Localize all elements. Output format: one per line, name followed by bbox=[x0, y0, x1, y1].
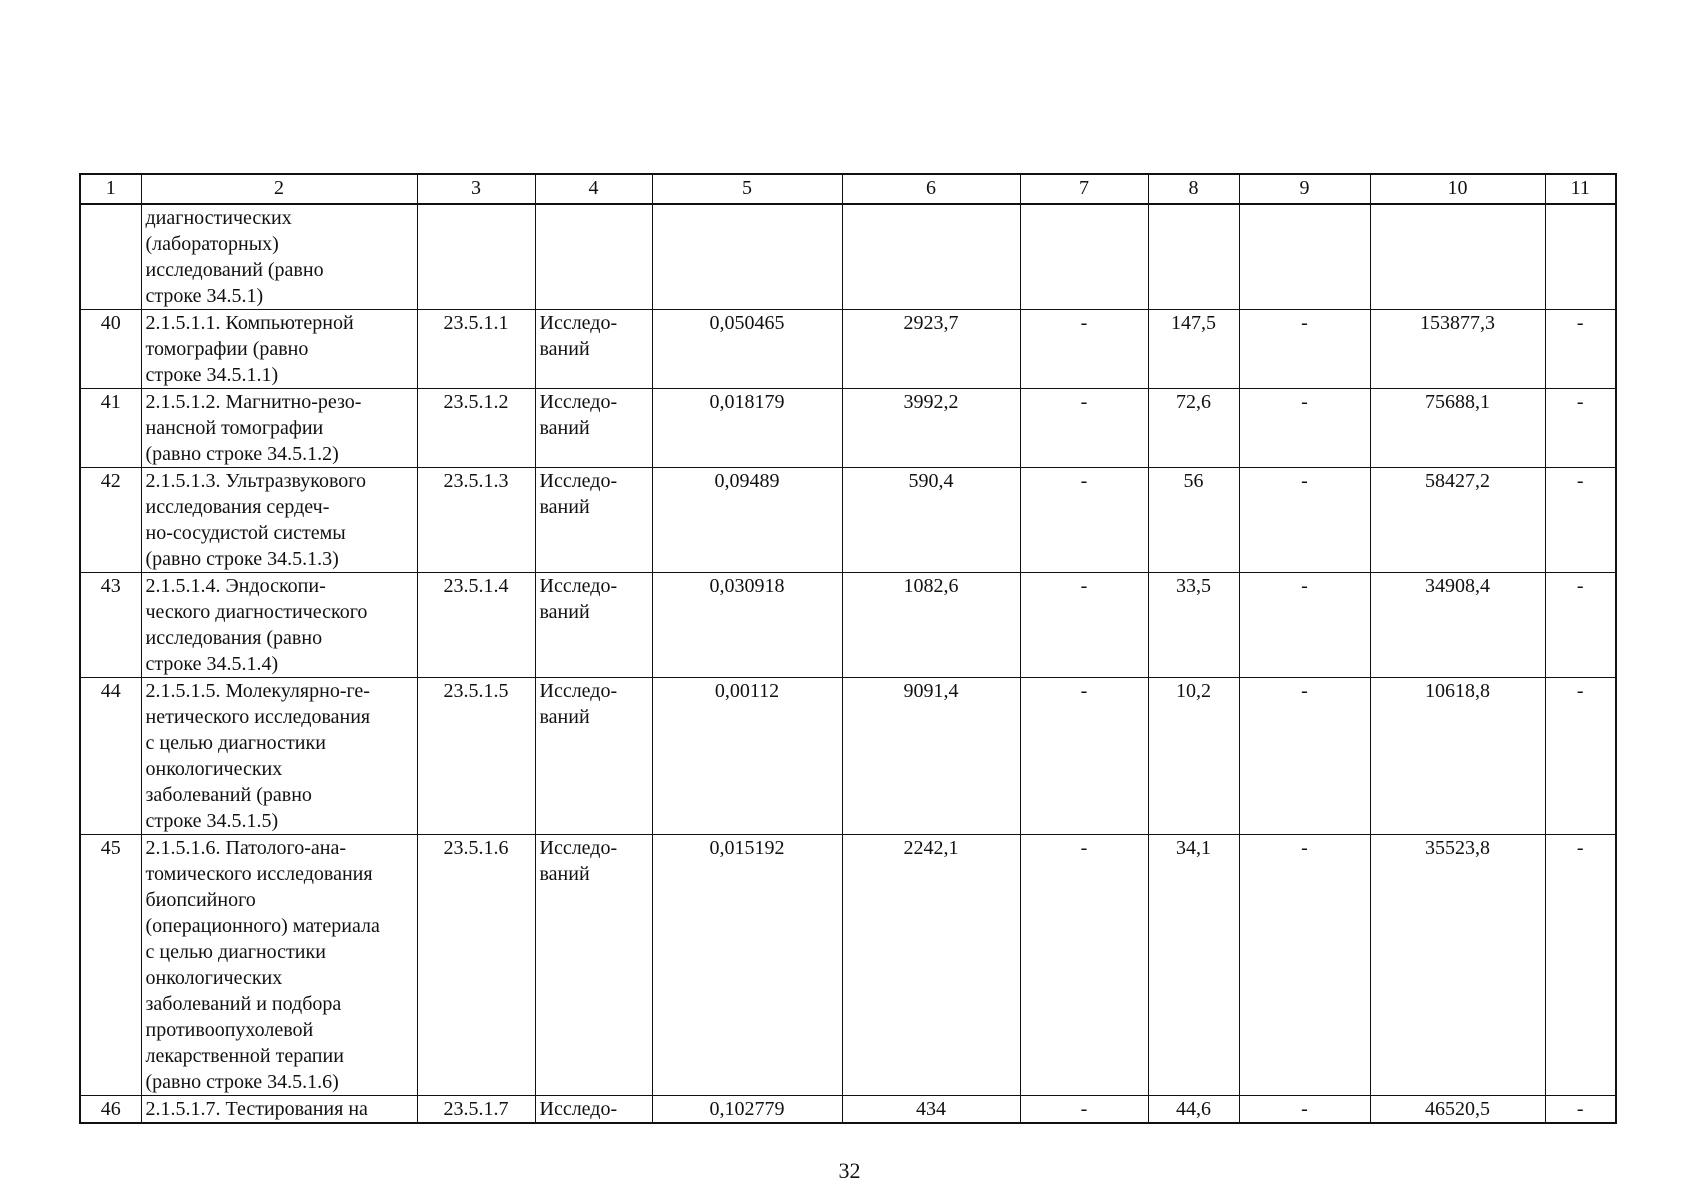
value-cell-5: 0,030918 bbox=[652, 573, 842, 678]
column-header-1: 1 bbox=[80, 174, 141, 204]
value-cell-9: - bbox=[1239, 573, 1370, 678]
row-code-cell: 23.5.1.7 bbox=[417, 1096, 535, 1124]
indicator-name-cell bbox=[141, 1096, 417, 1124]
unit-line: Исследо- bbox=[539, 680, 618, 702]
indicator-name-line: томического исследования bbox=[145, 863, 373, 885]
indicator-name-line: строке 34.5.1.4) bbox=[145, 653, 279, 675]
indicator-name-line: (равно строке 34.5.1.2) bbox=[145, 443, 339, 465]
table-body bbox=[80, 204, 1616, 1123]
indicator-name-line: онкологических bbox=[145, 967, 283, 989]
unit-cell bbox=[535, 573, 652, 678]
unit-cell bbox=[535, 310, 652, 389]
unit-line: ваний bbox=[539, 601, 590, 623]
table-row bbox=[80, 310, 1616, 389]
unit-line: Исследо- bbox=[539, 470, 618, 492]
table-row bbox=[80, 204, 1616, 310]
indicator-name-line: заболеваний и подбора bbox=[145, 993, 342, 1015]
column-header-9: 9 bbox=[1239, 174, 1370, 204]
indicator-name-line: строке 34.5.1.5) bbox=[145, 810, 279, 832]
value-cell-11: - bbox=[1545, 468, 1616, 573]
value-cell-6: 590,4 bbox=[842, 468, 1020, 573]
value-cell-11: - bbox=[1545, 573, 1616, 678]
indicator-name-cell bbox=[141, 468, 417, 573]
value-cell-6: 1082,6 bbox=[842, 573, 1020, 678]
unit-line: ваний bbox=[539, 338, 590, 360]
value-cell-10: 35523,8 bbox=[1370, 835, 1545, 1096]
indicator-name-cell bbox=[141, 573, 417, 678]
indicator-name-line: с целью диагностики bbox=[145, 732, 326, 754]
value-cell-11: - bbox=[1545, 1096, 1616, 1124]
indicator-name-line: диагностических bbox=[145, 207, 292, 229]
unit-line: Исследо- bbox=[539, 837, 618, 859]
value-cell-10: 75688,1 bbox=[1370, 389, 1545, 468]
indicator-name-line: (равно строке 34.5.1.3) bbox=[145, 548, 339, 570]
indicator-name-line: 2.1.5.1.2. Магнитно-резо- bbox=[145, 391, 362, 413]
unit-cell bbox=[535, 1096, 652, 1124]
row-number-cell: 41 bbox=[80, 389, 141, 468]
unit-line: ваний bbox=[539, 496, 590, 518]
indicator-name-line: 2.1.5.1.4. Эндоскопи- bbox=[145, 575, 326, 597]
value-cell-5: 0,09489 bbox=[652, 468, 842, 573]
indicator-name-line: лекарственной терапии bbox=[145, 1045, 344, 1067]
indicator-name-line: биопсийного bbox=[145, 889, 256, 911]
row-number-cell: 46 bbox=[80, 1096, 141, 1124]
indicator-name-line: 2.1.5.1.1. Компьютерной bbox=[145, 312, 354, 334]
column-header-3: 3 bbox=[417, 174, 535, 204]
column-header-8: 8 bbox=[1148, 174, 1239, 204]
unit-line: Исследо- bbox=[539, 312, 618, 334]
unit-line: ваний bbox=[539, 417, 590, 439]
unit-cell bbox=[535, 678, 652, 835]
header-row bbox=[80, 174, 1616, 204]
value-cell-8: 10,2 bbox=[1148, 678, 1239, 835]
value-cell-10: 46520,5 bbox=[1370, 1096, 1545, 1124]
indicator-name-cell bbox=[141, 310, 417, 389]
value-cell-9: - bbox=[1239, 835, 1370, 1096]
indicator-name-line: 2.1.5.1.3. Ультразвукового bbox=[145, 470, 366, 492]
indicator-name-cell bbox=[141, 678, 417, 835]
value-cell-8: 33,5 bbox=[1148, 573, 1239, 678]
indicator-name-line: (равно строке 34.5.1.6) bbox=[145, 1071, 339, 1093]
value-cell-10: 10618,8 bbox=[1370, 678, 1545, 835]
row-code-cell: 23.5.1.5 bbox=[417, 678, 535, 835]
value-cell-7: - bbox=[1020, 573, 1148, 678]
value-cell-6 bbox=[842, 204, 1020, 310]
indicator-name-cell bbox=[141, 835, 417, 1096]
unit-line: Исследо- bbox=[539, 1098, 618, 1120]
unit-line: ваний bbox=[539, 863, 590, 885]
value-cell-10: 34908,4 bbox=[1370, 573, 1545, 678]
value-cell-6: 2242,1 bbox=[842, 835, 1020, 1096]
indicator-name-cell bbox=[141, 389, 417, 468]
value-cell-11 bbox=[1545, 204, 1616, 310]
unit-line: Исследо- bbox=[539, 391, 618, 413]
table-row bbox=[80, 573, 1616, 678]
value-cell-7: - bbox=[1020, 1096, 1148, 1124]
unit-line: Исследо- bbox=[539, 575, 618, 597]
indicator-name-line: с целью диагностики bbox=[145, 941, 326, 963]
row-number-cell: 43 bbox=[80, 573, 141, 678]
row-code-cell bbox=[417, 204, 535, 310]
value-cell-5: 0,018179 bbox=[652, 389, 842, 468]
column-header-7: 7 bbox=[1020, 174, 1148, 204]
row-code-cell: 23.5.1.6 bbox=[417, 835, 535, 1096]
value-cell-5: 0,102779 bbox=[652, 1096, 842, 1124]
row-number-cell bbox=[80, 204, 141, 310]
value-cell-11: - bbox=[1545, 389, 1616, 468]
indicator-name-line: но-сосудистой системы bbox=[145, 522, 346, 544]
indicator-name-line: исследований (равно bbox=[145, 259, 324, 281]
value-cell-7: - bbox=[1020, 678, 1148, 835]
indicator-name-line: онкологических bbox=[145, 758, 283, 780]
value-cell-6: 2923,7 bbox=[842, 310, 1020, 389]
value-cell-11: - bbox=[1545, 310, 1616, 389]
indicator-name-line: томографии (равно bbox=[145, 338, 309, 360]
value-cell-9: - bbox=[1239, 468, 1370, 573]
indicator-name-line: (лабораторных) bbox=[145, 233, 279, 255]
value-cell-10 bbox=[1370, 204, 1545, 310]
unit-line: ваний bbox=[539, 706, 590, 728]
value-cell-7: - bbox=[1020, 835, 1148, 1096]
value-cell-8: 44,6 bbox=[1148, 1096, 1239, 1124]
value-cell-9 bbox=[1239, 204, 1370, 310]
indicator-name-line: нансной томографии bbox=[145, 417, 324, 439]
value-cell-9: - bbox=[1239, 310, 1370, 389]
indicator-name-line: ческого диагностического bbox=[145, 601, 368, 623]
page-number: 32 bbox=[838, 1158, 861, 1183]
table-row bbox=[80, 1096, 1616, 1124]
table-row bbox=[80, 835, 1616, 1096]
indicator-name-line: 2.1.5.1.7. Тестирования на bbox=[145, 1098, 368, 1120]
unit-cell bbox=[535, 468, 652, 573]
row-number-cell: 44 bbox=[80, 678, 141, 835]
value-cell-5: 0,050465 bbox=[652, 310, 842, 389]
value-cell-10: 58427,2 bbox=[1370, 468, 1545, 573]
value-cell-9: - bbox=[1239, 678, 1370, 835]
column-header-4: 4 bbox=[535, 174, 652, 204]
value-cell-10: 153877,3 bbox=[1370, 310, 1545, 389]
value-cell-8: 147,5 bbox=[1148, 310, 1239, 389]
value-cell-6: 9091,4 bbox=[842, 678, 1020, 835]
column-header-10: 10 bbox=[1370, 174, 1545, 204]
value-cell-7: - bbox=[1020, 389, 1148, 468]
value-cell-11: - bbox=[1545, 678, 1616, 835]
value-cell-8 bbox=[1148, 204, 1239, 310]
indicator-name-line: исследования сердеч- bbox=[145, 496, 330, 518]
unit-cell bbox=[535, 835, 652, 1096]
row-code-cell: 23.5.1.2 bbox=[417, 389, 535, 468]
indicator-name-line: 2.1.5.1.5. Молекулярно-ге- bbox=[145, 680, 370, 702]
value-cell-7 bbox=[1020, 204, 1148, 310]
table-row bbox=[80, 678, 1616, 835]
row-number-cell: 40 bbox=[80, 310, 141, 389]
value-cell-7: - bbox=[1020, 310, 1148, 389]
value-cell-8: 72,6 bbox=[1148, 389, 1239, 468]
column-header-11: 11 bbox=[1545, 174, 1616, 204]
indicator-name-line: противоопухолевой bbox=[145, 1019, 314, 1041]
column-header-2: 2 bbox=[141, 174, 417, 204]
unit-cell bbox=[535, 204, 652, 310]
row-number-cell: 45 bbox=[80, 835, 141, 1096]
value-cell-5 bbox=[652, 204, 842, 310]
row-code-cell: 23.5.1.3 bbox=[417, 468, 535, 573]
indicator-name-line: исследования (равно bbox=[145, 627, 323, 649]
value-cell-6: 3992,2 bbox=[842, 389, 1020, 468]
value-cell-6: 434 bbox=[842, 1096, 1020, 1124]
indicator-name-line: строке 34.5.1.1) bbox=[145, 364, 279, 386]
indicator-name-line: (операционного) материала bbox=[145, 915, 380, 937]
indicator-name-line: заболеваний (равно bbox=[145, 784, 312, 806]
value-cell-5: 0,015192 bbox=[652, 835, 842, 1096]
value-cell-8: 34,1 bbox=[1148, 835, 1239, 1096]
data-table bbox=[79, 173, 1617, 1124]
value-cell-8: 56 bbox=[1148, 468, 1239, 573]
row-code-cell: 23.5.1.1 bbox=[417, 310, 535, 389]
value-cell-9: - bbox=[1239, 389, 1370, 468]
value-cell-7: - bbox=[1020, 468, 1148, 573]
table-row bbox=[80, 468, 1616, 573]
table-row bbox=[80, 389, 1616, 468]
unit-cell bbox=[535, 389, 652, 468]
value-cell-5: 0,00112 bbox=[652, 678, 842, 835]
indicator-name-line: 2.1.5.1.6. Патолого-ана- bbox=[145, 837, 346, 859]
column-header-6: 6 bbox=[842, 174, 1020, 204]
column-header-5: 5 bbox=[652, 174, 842, 204]
indicator-name-cell bbox=[141, 204, 417, 310]
indicator-name-line: нетического исследования bbox=[145, 706, 371, 728]
row-number-cell: 42 bbox=[80, 468, 141, 573]
value-cell-9: - bbox=[1239, 1096, 1370, 1124]
value-cell-11: - bbox=[1545, 835, 1616, 1096]
indicator-name-line: строке 34.5.1) bbox=[145, 285, 264, 307]
row-code-cell: 23.5.1.4 bbox=[417, 573, 535, 678]
